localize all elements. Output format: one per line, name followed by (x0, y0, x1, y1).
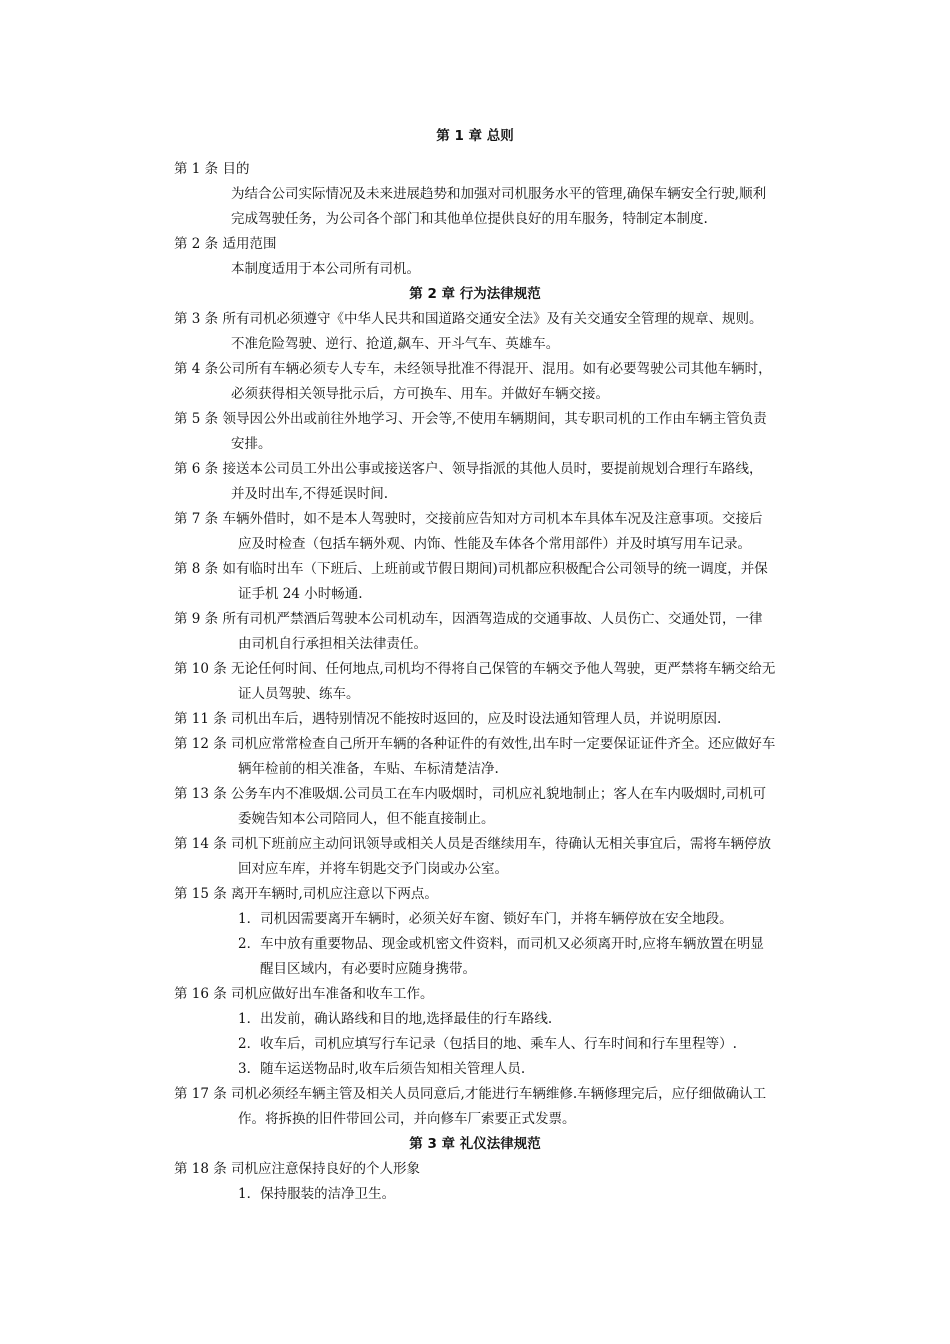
article-line: 第 15 条 离开车辆时,司机应注意以下两点。 (174, 886, 438, 902)
article-line: 证人员驾驶、练车。 (238, 686, 360, 702)
list-item: 2．收车后，司机应填写行车记录（包括目的地、乘车人、行车时间和行车里程等）. (238, 1036, 737, 1052)
article-line: 第 13 条 公务车内不准吸烟.公司员工在车内吸烟时，司机应礼貌地制止；客人在车内吸烟时,司机可 (174, 786, 767, 802)
article-line: 第 10 条 无论任何时间、任何地点,司机均不得将自己保管的车辆交予他人驾驶，更严禁将车辆交给无 (174, 661, 776, 677)
list-item: 1．保持服装的洁净卫生。 (238, 1186, 396, 1202)
article-line: 第 11 条 司机出车后，遇特别情况不能按时返回的，应及时设法通知管理人员，并说明原因. (174, 711, 722, 727)
list-item: 3．随车运送物品时,收车后须告知相关管理人员. (238, 1061, 526, 1077)
article-line: 第 16 条 司机应做好出车准备和收车工作。 (174, 986, 434, 1002)
chapter-3-heading: 第 3 章 礼仪法律规范 (409, 1136, 541, 1152)
article-line: 第 18 条 司机应注意保持良好的个人形象 (174, 1161, 421, 1177)
article-line: 应及时检查（包括车辆外观、内饰、性能及车体各个常用部件）并及时填写用车记录。 (238, 536, 751, 552)
article-line: 第 12 条 司机应常常检查自己所开车辆的各种证件的有效性,出车时一定要保证证件齐全。还应做好车 (174, 736, 776, 752)
article-line: 第 9 条 所有司机严禁酒后驾驶本公司机动车，因酒驾造成的交通事故、人员伤亡、交通处罚，一律 (174, 611, 763, 627)
article-line: 完成驾驶任务，为公司各个部门和其他单位提供良好的用车服务，特制定本制度. (231, 211, 708, 227)
article-line: 并及时出车,不得延误时间. (231, 486, 389, 502)
article-line: 第 4 条公司所有车辆必须专人专车，未经领导批准不得混开、混用。如有必要驾驶公司其他车辆时， (174, 361, 772, 377)
list-item-continuation: 醒目区域内，有必要时应随身携带。 (260, 961, 476, 977)
article-line: 不准危险驾驶、逆行、抢道,飙车、开斗气车、英雄车。 (231, 336, 560, 352)
list-item: 1．出发前，确认路线和目的地,选择最佳的行车路线. (238, 1011, 553, 1027)
chapter-2-heading: 第 2 章 行为法律规范 (409, 286, 541, 302)
article-line: 作。将拆换的旧件带回公司，并向修车厂索要正式发票。 (238, 1111, 576, 1127)
article-line: 委婉告知本公司陪同人，但不能直接制止。 (238, 811, 495, 827)
article-line: 第 1 条 目的 (174, 161, 250, 177)
article-line: 第 14 条 司机下班前应主动问讯领导或相关人员是否继续用车，待确认无相关事宜后，需将车辆停放 (174, 836, 772, 852)
list-item: 1．司机因需要离开车辆时，必须关好车窗、锁好车门，并将车辆停放在安全地段。 (238, 911, 733, 927)
article-line: 第 6 条 接送本公司员工外出公事或接送客户、领导指派的其他人员时，要提前规划合理行车路线， (174, 461, 763, 477)
chapter-1-heading: 第 1 章 总则 (436, 128, 514, 144)
article-line: 第 5 条 领导因公外出或前往外地学习、开会等,不使用车辆期间，其专职司机的工作由车辆主管负责 (174, 411, 767, 427)
article-line: 证手机 24 小时畅通. (238, 586, 363, 602)
article-line: 第 3 条 所有司机必须遵守《中华人民共和国道路交通安全法》及有关交通安全管理的规章、规则。 (174, 311, 763, 327)
article-line: 本制度适用于本公司所有司机。 (231, 261, 420, 277)
article-line: 必须获得相关领导批示后，方可换车、用车。并做好车辆交接。 (231, 386, 609, 402)
article-line: 辆年检前的相关准备，车贴、车标清楚洁净. (238, 761, 499, 777)
article-line: 第 2 条 适用范围 (174, 236, 277, 252)
article-line: 安排。 (231, 436, 272, 452)
article-line: 为结合公司实际情况及未来进展趋势和加强对司机服务水平的管理,确保车辆安全行驶,顺利 (231, 186, 767, 202)
article-line: 第 8 条 如有临时出车（下班后、上班前或节假日期间)司机都应积极配合公司领导的统一调度，并保 (174, 561, 768, 577)
article-line: 第 17 条 司机必须经车辆主管及相关人员同意后,才能进行车辆维修.车辆修理完后，应仔细做确认工 (174, 1086, 767, 1102)
list-item: 2．车中放有重要物品、现金或机密文件资料，而司机又必须离开时,应将车辆放置在明显 (238, 936, 764, 952)
article-line: 第 7 条 车辆外借时，如不是本人驾驶时，交接前应告知对方司机本车具体车况及注意事项。交接后 (174, 511, 763, 527)
article-line: 由司机自行承担相关法律责任。 (238, 636, 427, 652)
article-line: 回对应车库，并将车钥匙交予门岗或办公室。 (238, 861, 508, 877)
